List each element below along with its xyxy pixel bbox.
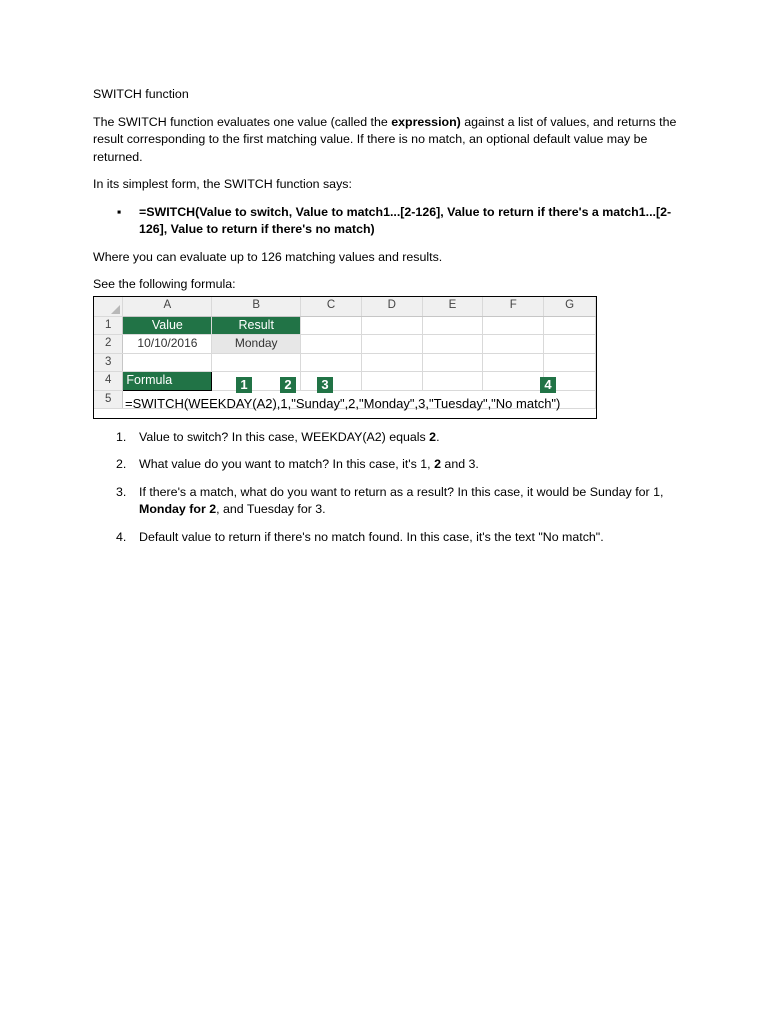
document-title: SWITCH function <box>93 87 189 101</box>
cell <box>483 372 544 391</box>
step-text-end: . <box>436 429 440 444</box>
cell <box>361 372 422 391</box>
row-header-5: 5 <box>94 390 123 409</box>
row-header-2: 2 <box>94 335 123 354</box>
intro-text-end: against a list of values, and returns the result corresponding to the first matching value. If there is no match, an optional default value may be returned. <box>93 114 677 164</box>
cell <box>544 335 596 354</box>
syntax-list <box>93 204 683 239</box>
callout-badge-1: 1 <box>236 377 252 393</box>
row-header-3: 3 <box>94 353 123 372</box>
step-number: 3. <box>116 484 127 499</box>
cell-b2: Monday <box>212 335 301 354</box>
step-item-3 <box>93 484 683 519</box>
square-bullet-icon: ▪ <box>117 204 122 219</box>
cell <box>483 353 544 372</box>
cell-a4: Formula <box>123 372 212 391</box>
step-item-4 <box>93 529 683 547</box>
intro-paragraph <box>93 114 683 167</box>
cell <box>483 316 544 335</box>
cell <box>422 372 483 391</box>
step-bold: 2 <box>434 457 441 471</box>
column-header-d: D <box>361 297 422 317</box>
step-text: If there's a match, what do you want to return as a result? In this case, it would be Sunday for 1, <box>139 484 664 499</box>
sheet-corner <box>94 297 123 317</box>
document-page <box>93 86 683 556</box>
step-item-1 <box>93 429 683 447</box>
cell <box>422 353 483 372</box>
syntax-text: =SWITCH(Value to switch, Value to match1...[2-126], Value to return if there's a match1...[2-126], Value to return if there's no match) <box>139 204 672 236</box>
steps-list <box>93 429 683 547</box>
select-all-triangle-icon <box>111 305 120 314</box>
step-text-end: and 3. <box>440 457 479 471</box>
column-header-c: C <box>301 297 362 317</box>
step-item-2 <box>93 456 683 474</box>
intro-text-start: The SWITCH function evaluates one value (called the <box>93 114 392 129</box>
evaluate-paragraph: Where you can evaluate up to 126 matching values and results. <box>93 249 443 264</box>
cell <box>301 335 362 354</box>
step-text: What value do you want to match? In this case, it's 1, <box>139 457 435 471</box>
intro-bold-expression: expression) <box>391 114 461 129</box>
cell <box>301 316 362 335</box>
cell <box>422 316 483 335</box>
cell <box>301 353 362 372</box>
step-number: 2. <box>116 457 127 471</box>
simplest-form-paragraph: In its simplest form, the SWITCH function says: <box>93 177 352 191</box>
formula-text: =SWITCH(WEEKDAY(A2),1,"Sunday",2,"Monday",3,"Tuesday","No match") <box>125 395 561 411</box>
column-header-a: A <box>123 297 212 317</box>
row-header-1: 1 <box>94 316 123 335</box>
spreadsheet-grid <box>94 297 596 410</box>
syntax-bullet-item <box>93 204 683 239</box>
column-header-e: E <box>422 297 483 317</box>
step-text: Default value to return if there's no match found. In this case, it's the text "No match". <box>139 529 604 544</box>
column-header-f: F <box>483 297 544 317</box>
cell <box>212 353 301 372</box>
callout-badge-3: 3 <box>317 377 333 393</box>
step-text-end: , and Tuesday for 3. <box>216 502 326 516</box>
cell-a1: Value <box>123 316 212 335</box>
see-formula-paragraph: See the following formula: <box>93 277 236 291</box>
cell <box>544 316 596 335</box>
column-header-g: G <box>544 297 596 317</box>
row-header-4: 4 <box>94 372 123 391</box>
step-text: Value to switch? In this case, WEEKDAY(A2) equals <box>139 429 430 444</box>
step-number: 4. <box>116 529 127 544</box>
cell <box>483 335 544 354</box>
cell <box>544 353 596 372</box>
cell-b1: Result <box>212 316 301 335</box>
cell <box>361 316 422 335</box>
step-bold: 2 <box>429 429 437 444</box>
step-number: 1. <box>116 429 127 444</box>
cell <box>361 353 422 372</box>
cell-a2: 10/10/2016 <box>123 335 212 354</box>
callout-badge-2: 2 <box>280 377 296 393</box>
spreadsheet-screenshot <box>93 296 597 419</box>
cell <box>422 335 483 354</box>
column-header-b: B <box>212 297 301 317</box>
cell <box>123 353 212 372</box>
callout-badge-4: 4 <box>540 377 556 393</box>
cell <box>361 335 422 354</box>
step-bold: Monday for 2 <box>139 502 217 516</box>
